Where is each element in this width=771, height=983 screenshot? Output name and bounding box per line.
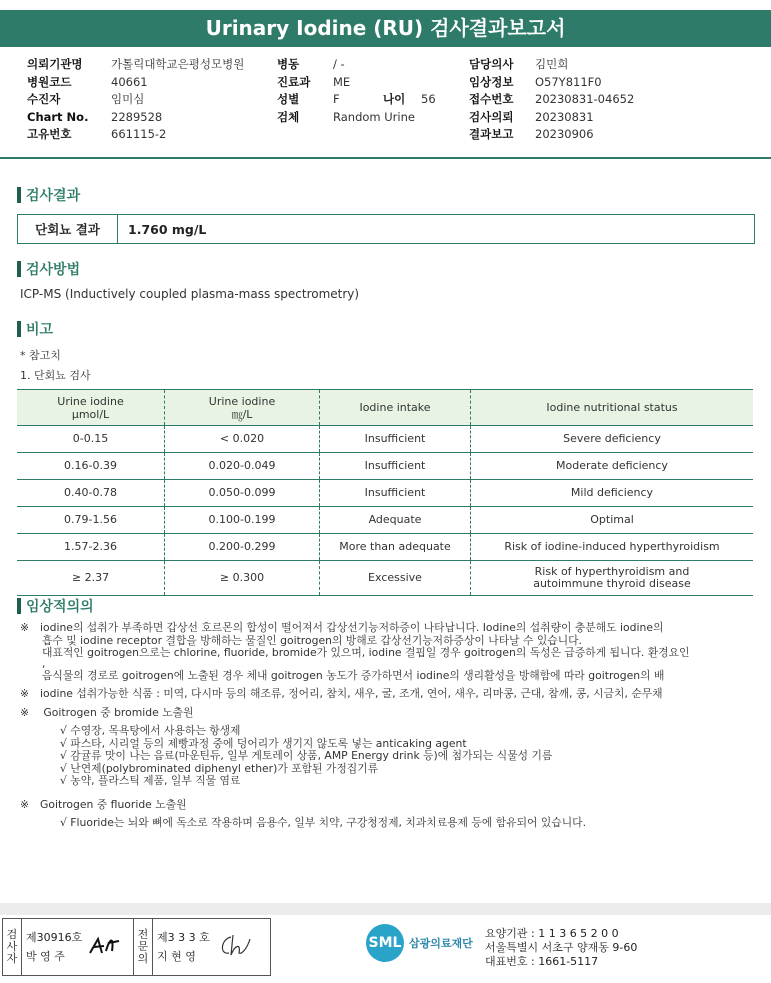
section-bar	[17, 187, 21, 203]
section-method-title: 검사방법	[26, 262, 81, 278]
info-value: Random Urine	[333, 109, 415, 124]
approver-cell	[153, 919, 264, 975]
info-value: 가톨릭대학교은평성모병원	[111, 57, 245, 71]
report-title: Urinary Iodine (RU) 검사결과보고서	[0, 10, 771, 47]
info-value: 40661	[111, 74, 148, 89]
bromide-item: √ 수영장, 목욕탕에서 사용하는 항생제	[60, 724, 241, 737]
info-row	[27, 56, 244, 74]
table-row	[17, 561, 753, 596]
section-result-title: 검사결과	[26, 188, 81, 204]
info-value: 김민희	[535, 57, 569, 71]
table-cell: 0.020-0.049	[165, 453, 320, 480]
method-text: ICP-MS (Inductively coupled plasma-mass spectrometry)	[20, 287, 360, 301]
signature-box	[2, 918, 271, 976]
info-label: 의뢰기관명	[27, 57, 83, 71]
table-cell: Insufficient	[320, 453, 471, 480]
table-cell: ≥ 0.300	[165, 561, 320, 596]
age-field	[383, 91, 436, 109]
header-umol: Urine iodine μmol/L	[17, 390, 165, 426]
table-cell: Severe deficiency	[471, 426, 754, 453]
clinical-p4-title: ※ Goitrogen 중 fluoride 노출원	[20, 797, 187, 811]
table-cell: 0.79-1.56	[17, 507, 165, 534]
table-header-row	[17, 390, 753, 426]
table-cell: 0.16-0.39	[17, 453, 165, 480]
table-row	[17, 534, 753, 561]
bromide-item: √ 감귤류 맛이 나는 음료(마운틴듀, 일부 게토레이 상품, AMP Energy drink 등)에 첨가되는 식물성 기름	[60, 749, 553, 762]
info-row	[469, 109, 634, 127]
section-bar	[17, 321, 21, 337]
table-row	[17, 426, 753, 453]
info-label: 병원코드	[27, 74, 72, 89]
reference-table	[17, 389, 753, 596]
inspector-no: 제30916호	[26, 931, 83, 944]
result-value: 1.760 mg/L	[128, 221, 207, 237]
clinical-p1-line5: 음식물의 경로로 goitrogen에 노출된 경우 체내 goitrogen 농도가 증가하면서 iodine의 생리활성을 방해함에 따라 goitrogen의 배	[42, 668, 665, 682]
remarks-note: * 참고치	[20, 349, 61, 362]
table-cell: Risk of hyperthyroidism and autoimmune thyroid disease	[471, 561, 754, 596]
age-label: 나이	[383, 92, 406, 106]
info-row	[469, 126, 634, 144]
info-row	[469, 56, 634, 74]
table-row	[17, 453, 753, 480]
table-cell: Moderate deficiency	[471, 453, 754, 480]
clinical-p3-title: ※ Goitrogen 중 bromide 노출원	[20, 705, 194, 719]
info-value: 2289528	[111, 109, 163, 124]
section-clinical	[17, 596, 94, 616]
info-label: 결과보고	[469, 127, 514, 141]
addr-code: 요양기관 : 1 1 3 6 5 2 0 0	[485, 927, 619, 940]
table-cell: 0.050-0.099	[165, 480, 320, 507]
table-cell: Excessive	[320, 561, 471, 596]
inspector-signature	[86, 933, 122, 959]
approver-no: 제3 3 3 호	[157, 931, 210, 944]
remarks-item: 1. 단회뇨 검사	[20, 369, 91, 382]
section-bar	[17, 261, 21, 277]
sml-logo-name: 삼광의료재단	[409, 937, 473, 950]
info-row	[277, 56, 415, 74]
bromide-item: √ 농약, 플라스틱 제품, 일부 직물 염료	[60, 774, 241, 787]
bromide-item: √ 난연제(polybrominated diphenyl ether)가 포함된 가정집기류	[60, 761, 379, 775]
table-cell: Mild deficiency	[471, 480, 754, 507]
info-value: 20230831	[535, 109, 594, 124]
info-label: Chart No.	[27, 109, 89, 124]
table-row	[17, 480, 753, 507]
inspector-cell	[22, 919, 134, 975]
clinical-p1-line2: 흡수 및 iodine receptor 결합을 방해하는 물질인 goitrogen의 방해로 갑상선기능저하증상이 나타날 수 있습니다.	[42, 633, 582, 647]
info-row	[27, 74, 244, 92]
info-value: ME	[333, 74, 351, 89]
table-cell: Insufficient	[320, 426, 471, 453]
clinical-p4: √ Fluoride는 뇌와 뼈에 독소로 작용하며 음용수, 일부 치약, 구강청정제, 치과치료용제 등에 함유되어 있습니다.	[60, 816, 587, 829]
section-bar	[17, 598, 21, 614]
table-cell: Optimal	[471, 507, 754, 534]
info-row	[27, 126, 244, 144]
footer-band	[0, 903, 771, 915]
section-remarks	[17, 319, 53, 339]
table-cell: < 0.020	[165, 426, 320, 453]
info-label: 수진자	[27, 92, 61, 106]
info-row	[27, 91, 244, 109]
table-cell: More than adequate	[320, 534, 471, 561]
table-cell: Insufficient	[320, 480, 471, 507]
table-cell: ≥ 2.37	[17, 561, 165, 596]
sml-logo-badge: SML	[366, 924, 404, 962]
info-label: 고유번호	[27, 127, 72, 141]
table-cell: 0.40-0.78	[17, 480, 165, 507]
clinical-p1-line4: ,	[42, 656, 46, 670]
bromide-item: √ 파스타, 시리얼 등의 제빵과정 중에 덩어리가 생기지 않도록 넣는 anticaking agent	[60, 736, 467, 750]
section-remarks-title: 비고	[26, 322, 54, 338]
table-row	[17, 507, 753, 534]
addr-street: 서울특별시 서초구 양재동 9-60	[485, 941, 638, 954]
info-row	[469, 91, 634, 109]
header-divider	[0, 157, 771, 159]
clinical-p1-line3: 대표적인 goitrogen으로는 chlorine, fluoride, bromide가 있으며, iodine 결핍일 경우 goitrogen의 독성은 급증하게 됩니다. 환경요인	[42, 646, 690, 659]
approver-name: 지 현 영	[157, 950, 196, 963]
section-method	[17, 259, 80, 279]
section-result	[17, 185, 80, 205]
header-status: Iodine nutritional status	[471, 390, 754, 426]
info-value: 임미심	[111, 92, 145, 106]
info-row	[469, 74, 634, 92]
info-label: 진료과	[277, 74, 311, 89]
info-row	[27, 109, 244, 127]
inspector-name: 박 영 주	[26, 950, 65, 963]
clinical-p2: ※ iodine 섭취가능한 식품 : 미역, 다시마 등의 해조류, 정어리, 참치, 새우, 굴, 조개, 연어, 새우, 리마콩, 근대, 참깨, 콩, 시금치, 순무채	[20, 687, 663, 700]
info-value: F	[333, 92, 340, 106]
info-value: / -	[333, 57, 345, 71]
info-col3	[469, 56, 634, 144]
result-label: 단회뇨 결과	[18, 215, 118, 243]
header-intake: Iodine intake	[320, 390, 471, 426]
info-label: 검체	[277, 109, 300, 124]
info-value: O57Y811F0	[535, 74, 602, 89]
approver-signature	[215, 931, 253, 959]
table-cell: Adequate	[320, 507, 471, 534]
info-col1	[27, 56, 244, 144]
info-label: 검사의뢰	[469, 109, 514, 124]
info-label: 임상정보	[469, 74, 514, 89]
age-value: 56	[421, 92, 436, 106]
lab-address	[485, 927, 637, 969]
info-row	[277, 109, 415, 127]
table-cell: 1.57-2.36	[17, 534, 165, 561]
inspector-label: 검 사 자	[3, 919, 22, 975]
table-cell: 0-0.15	[17, 426, 165, 453]
clinical-text	[20, 622, 760, 830]
clinical-p1-line1: ※ iodine의 섭취가 부족하면 갑상선 호르몬의 합성이 떨어져서 갑상선기능저하증이 나타납니다. Iodine의 섭취량이 충분해도 iodine의	[20, 621, 664, 634]
info-row	[277, 74, 415, 92]
info-label: 성별	[277, 92, 300, 106]
bromide-list	[20, 725, 760, 788]
section-clinical-title: 임상적의의	[26, 599, 94, 615]
result-box	[17, 214, 755, 244]
info-value: 20230831-04652	[535, 92, 635, 106]
info-label: 접수번호	[469, 92, 514, 106]
header-mgl: Urine iodine ㎎/L	[165, 390, 320, 426]
approver-label: 전 문 의	[134, 919, 153, 975]
table-cell: Risk of iodine-induced hyperthyroidism	[471, 534, 754, 561]
info-value: 20230906	[535, 127, 594, 141]
table-cell: 0.200-0.299	[165, 534, 320, 561]
info-label: 병동	[277, 57, 300, 71]
sml-logo	[366, 924, 473, 962]
addr-phone: 대표번호 : 1661-5117	[485, 955, 599, 968]
info-value: 661115-2	[111, 127, 167, 141]
table-cell: 0.100-0.199	[165, 507, 320, 534]
info-label: 담당의사	[469, 57, 514, 71]
